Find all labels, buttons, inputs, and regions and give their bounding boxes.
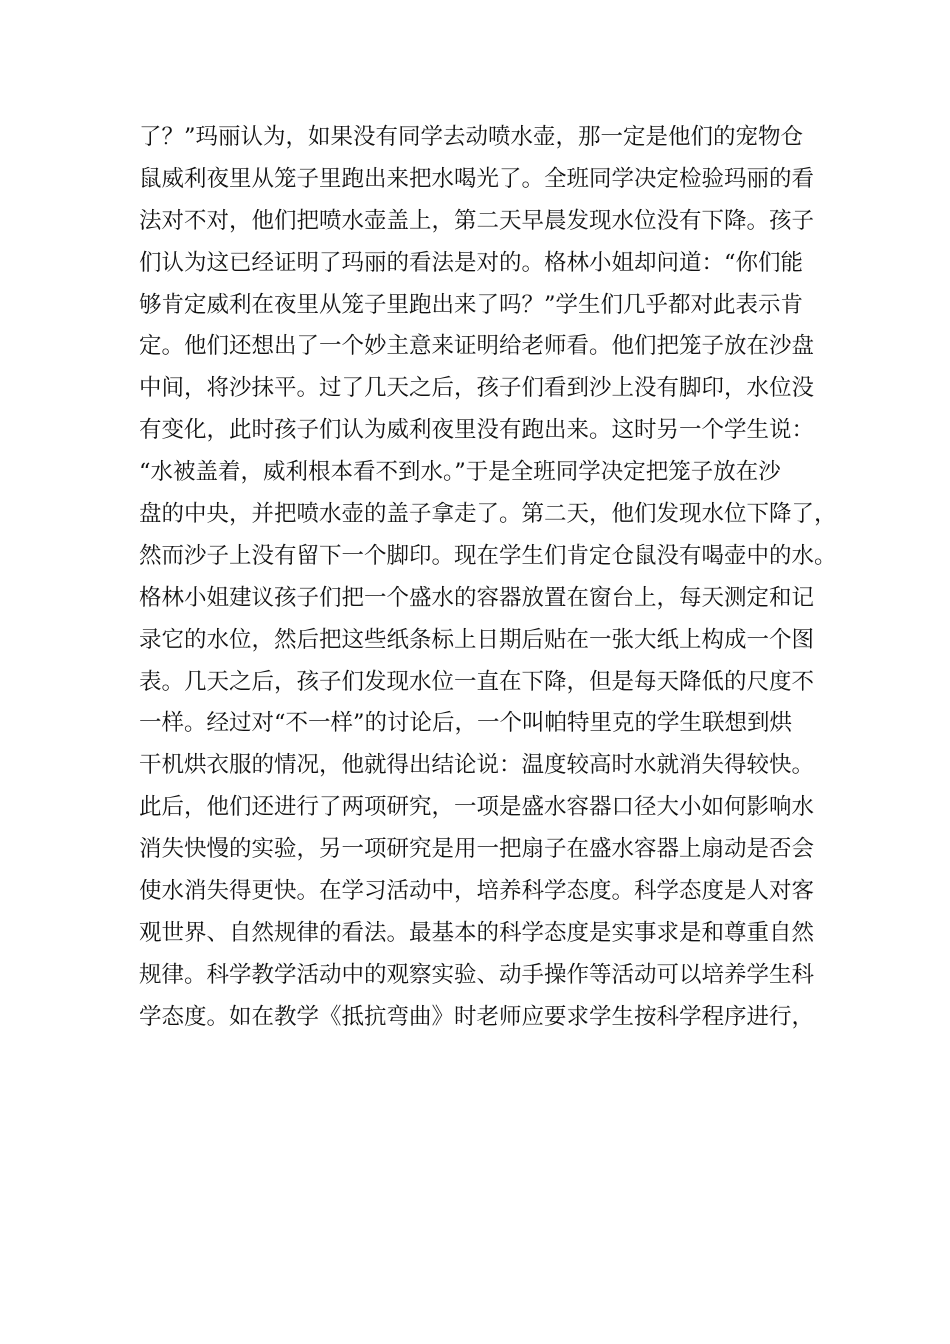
text-line-21: 规律。科学教学活动中的观察实验、动手操作等活动可以培养学生科 (139, 961, 815, 988)
text-line-20: 观世界、自然规律的看法。最基本的科学态度是实事求是和尊重自然 (139, 919, 815, 946)
body-text (139, 117, 839, 1039)
text-line-6: 定。他们还想出了一个妙主意来证明给老师看。他们把笼子放在沙盘 (139, 333, 815, 360)
text-line-12: 格林小姐建议孩子们把一个盛水的容器放置在窗台上，每天测定和记 (139, 584, 815, 611)
text-line-17: 此后，他们还进行了两项研究，一项是盛水容器口径大小如何影响水 (139, 794, 815, 821)
text-line-1: 了？”玛丽认为，如果没有同学去动喷水壶，那一定是他们的宠物仓 (139, 124, 804, 150)
text-line-9: “水被盖着，威利根本看不到水。”于是全班同学决定把笼子放在沙 (139, 459, 781, 486)
text-line-10: 盘的中央，并把喷水壶的盖子拿走了。第二天，他们发现水位下降了， (139, 501, 837, 528)
text-line-13: 录它的水位，然后把这些纸条标上日期后贴在一张大纸上构成一个图 (139, 626, 815, 653)
text-line-16: 干机烘衣服的情况，他就得出结论说：温度较高时水就消失得较快。 (139, 752, 815, 779)
text-line-4: 们认为这已经证明了玛丽的看法是对的。格林小姐却问道：“你们能 (139, 249, 804, 276)
text-line-8: 有变化，此时孩子们认为威利夜里没有跑出来。这时另一个学生说： (139, 417, 815, 444)
text-line-3: 法对不对，他们把喷水壶盖上，第二天早晨发现水位没有下降。孩子 (139, 207, 815, 234)
text-line-5: 够肯定威利在夜里从笼子里跑出来了吗？”学生们几乎都对此表示肯 (139, 291, 804, 318)
text-line-18: 消失快慢的实验，另一项研究是用一把扇子在盛水容器上扇动是否会 (139, 836, 815, 863)
text-line-19: 使水消失得更快。在学习活动中，培养科学态度。科学态度是人对客 (139, 878, 815, 905)
text-line-15: 一样。经过对“不一样”的讨论后，一个叫帕特里克的学生联想到烘 (139, 710, 793, 737)
text-line-7: 中间，将沙抹平。过了几天之后，孩子们看到沙上没有脚印，水位没 (139, 375, 815, 402)
text-line-11: 然而沙子上没有留下一个脚印。现在学生们肯定仓鼠没有喝壶中的水。 (139, 542, 837, 569)
text-line-2: 鼠威利夜里从笼子里跑出来把水喝光了。全班同学决定检验玛丽的看 (139, 165, 815, 192)
text-line-22: 学态度。如在教学《抵抗弯曲》时老师应要求学生按科学程序进行， (139, 1003, 815, 1030)
text-line-14: 表。几天之后，孩子们发现水位一直在下降，但是每天降低的尺度不 (139, 668, 815, 695)
